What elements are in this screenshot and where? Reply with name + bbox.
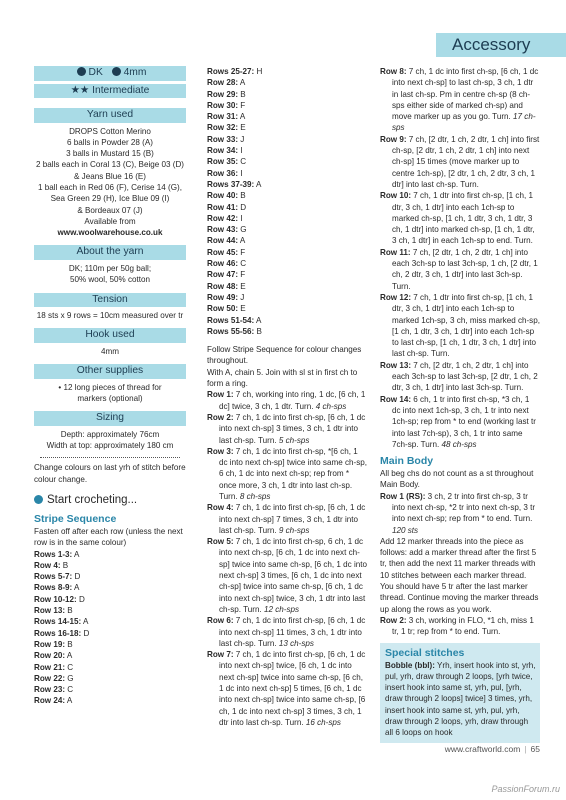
text-span: Row 7:: [207, 650, 234, 660]
text-span: 7 ch, 1 dc into first ch-sp, [6 ch, 1 dc into next ch-sp] 7 times, 3 ch, 1 dtr into last ch-sp. Turn.: [219, 503, 366, 535]
text-span: I: [240, 146, 243, 156]
stripe-row: [34, 695, 186, 706]
text-span: Row 33:: [207, 134, 239, 144]
divider: [40, 457, 180, 458]
stripe-row: [207, 235, 367, 246]
stripe-row: [34, 605, 186, 616]
text-span: A: [74, 583, 80, 593]
yarn-line: DROPS Cotton Merino: [69, 126, 151, 136]
text-span: Rows 1-3:: [34, 549, 73, 559]
hook-heading: Hook used: [34, 328, 186, 343]
stripe-row: [207, 111, 367, 122]
text-span: Row 35:: [207, 157, 239, 167]
text-span: D: [240, 202, 247, 212]
about-yarn-heading: About the yarn: [34, 245, 186, 260]
text-span: Row 4:: [207, 503, 234, 513]
text-span: E: [240, 304, 246, 314]
text-span: A: [256, 179, 262, 189]
text-span: Row 8:: [380, 67, 407, 76]
supplies-body: [34, 382, 186, 405]
text-span: 7 ch, [2 dtr, 1 ch, 2 dtr, 1 ch] into first ch-sp, [2 dtr, 1 ch, 2 dtr, 1 ch] into next ch-sp] 15 times (move marker up to centre 1ch-sp), [2 dtr, 1 ch, 2 dtr, 3 ch, 1 dtr] into last ch-sp. Turn.: [392, 134, 540, 189]
text-span: 120 sts: [392, 525, 419, 535]
stripe-row: [34, 549, 186, 560]
text-span: A: [239, 78, 246, 88]
text-span: Rows 25-27:: [207, 67, 255, 76]
text-span: 17 ch-sps: [392, 112, 536, 133]
yarn-used-heading: Yarn used: [34, 108, 186, 123]
text-span: 13 ch-sps: [278, 638, 314, 648]
text-span: 7 ch, 1 dc into first ch-sp, [6 ch, 1 dc into next ch-sp] 11 times, 3 ch, 1 dtr into last ch-sp. Turn.: [219, 616, 366, 648]
yarn-line: & Jeans Blue 16 (E): [74, 171, 146, 181]
stripe-row: [34, 684, 186, 695]
stripe-row: [207, 213, 367, 224]
text-span: D: [74, 572, 81, 582]
stripe-row: [207, 292, 367, 303]
stripe-row: [207, 202, 367, 213]
stripe-row: [207, 134, 367, 145]
pattern-row: [207, 502, 367, 536]
yarn-used-body: [34, 126, 186, 239]
text-span: Row 32:: [207, 123, 239, 133]
section-tab: Accessory: [436, 33, 566, 57]
text-span: A: [239, 236, 246, 246]
pattern-row: [380, 292, 540, 360]
text-span: A: [74, 549, 80, 559]
pattern-row: [207, 536, 367, 615]
text-span: Depth: approximately 76cm: [60, 429, 160, 439]
text-span: Intermediate: [92, 84, 150, 96]
text-span: Rows 55-56:: [207, 326, 255, 336]
supplies-heading: Other supplies: [34, 364, 186, 379]
hook-size-icon: [112, 67, 121, 76]
text-span: DK; 110m per 50g ball;: [68, 263, 152, 273]
text-span: Row 31:: [207, 112, 239, 122]
text-span: Row 21:: [34, 662, 66, 672]
stripe-row: [207, 258, 367, 269]
watermark: PassionForum.ru: [491, 784, 560, 794]
text-span: E: [240, 123, 246, 133]
column-pattern-continued: [380, 66, 540, 743]
difficulty-stars-icon: ★★: [70, 84, 90, 96]
stripe-row: [207, 281, 367, 292]
supplier-link[interactable]: www.woolwarehouse.co.uk: [57, 228, 163, 238]
text-span: Row 47:: [207, 270, 239, 280]
stripe-row: [34, 662, 186, 673]
text-span: markers (optional): [77, 393, 143, 403]
text-span: Row 50:: [207, 304, 239, 314]
pattern-row: [380, 66, 540, 134]
text-span: Row 24:: [34, 696, 66, 706]
text-span: Row 3:: [207, 446, 234, 456]
text-span: Rows 16-18:: [34, 628, 82, 638]
colour-change-note: Change colours on last yrh of stitch before colour change.: [34, 463, 186, 484]
text-span: Row 49:: [207, 292, 239, 302]
text-span: I: [240, 213, 243, 223]
text-span: A: [239, 112, 246, 122]
stripe-row: [207, 168, 367, 179]
text-span: Rows 14-15:: [34, 617, 82, 627]
text-span: Row 45:: [207, 247, 239, 257]
page-footer: www.craftworld.com | 65: [444, 744, 540, 754]
yarn-line: 3 balls in Mustard 15 (B): [66, 149, 154, 159]
stripe-row: [207, 89, 367, 100]
text-span: Row 4:: [34, 560, 61, 570]
stripe-row: [207, 326, 367, 337]
yarn-ball-icon: [77, 67, 86, 76]
text-span: Row 29:: [207, 89, 239, 99]
stripe-row: [34, 639, 186, 650]
text-span: Row 46:: [207, 259, 239, 269]
sizing-heading: Sizing: [34, 411, 186, 426]
pattern-row: [207, 446, 367, 502]
text-span: Bobble (bbl):: [385, 660, 435, 670]
text-span: C: [240, 259, 247, 269]
text-span: Row 19:: [34, 639, 66, 649]
text-span: 5 ch-sps: [278, 435, 310, 445]
yarn-weight-badge: [34, 66, 186, 81]
text-span: DK: [88, 67, 103, 78]
difficulty-badge: [34, 84, 186, 99]
text-span: Row 2:: [380, 615, 407, 625]
text-span: 6 ch, 1 tr into first ch-sp, *3 ch, 1 dc into next 1ch-sp, 3 ch, 1 tr into next 1ch-sp; rep from * to end (working last tr into last 7ch-sp), 3 ch, 1 tr into same 7ch-sp. Turn.: [392, 394, 536, 449]
text-span: Yrh, insert hook into st, yrh, pul, yrh, draw through 2 loops, [yrh twice, insert hook into same st, yrh, pul, [yrh, draw through 2 loops] twice] 3 times, yrh, insert hook into same st, yrh, pul, yrh, draw through 2 loops, yrh, draw through all 6 loops on hook: [385, 660, 536, 738]
stripe-row: [207, 66, 367, 77]
text-span: Row 41:: [207, 202, 239, 212]
pattern-row: [380, 615, 540, 638]
text-span: 48 ch-sps: [441, 439, 477, 449]
main-body-heading: Main Body: [380, 455, 434, 468]
stripe-row: [207, 190, 367, 201]
text-span: I: [240, 168, 243, 178]
text-span: Row 36:: [207, 168, 239, 178]
text-span: J: [240, 134, 245, 144]
start-crocheting-heading: [34, 493, 186, 508]
page-number: 65: [530, 744, 540, 754]
stripe-row: [207, 269, 367, 280]
text-span: B: [256, 326, 262, 336]
stripe-row: [207, 77, 367, 88]
text-span: 7 ch, 1 dc into first ch-sp, [6 ch, 1 dc into next ch-sp] to last ch-sp, 3 ch, 1 dtr in last ch-sp. Pm in centre ch-sp (8 ch-sps either side of marked ch-sp) and move marker up as you go. Turn.: [392, 67, 539, 122]
stripe-row: [34, 673, 186, 684]
text-span: Rows 51-54:: [207, 315, 255, 325]
stripe-row: [207, 145, 367, 156]
text-span: B: [240, 191, 246, 201]
text-span: 7 ch, 1 dc into first ch-sp, *[6 ch, 1 dc into next ch-sp] twice into same ch-sp, 6 ch, 1 dc into next ch-sp; rep from * once more, 3 ch, 1 dtr into last ch-sp. Turn.: [219, 446, 367, 501]
text-span: • 12 long pieces of thread for: [58, 382, 162, 392]
main-body-intro: All beg chs do not count as a st throughout Main Body.: [380, 469, 534, 490]
text-span: Row 44:: [207, 236, 239, 246]
stripe-row: [34, 650, 186, 661]
text-span: F: [240, 100, 246, 110]
stripe-row: [207, 303, 367, 314]
pattern-row: [207, 649, 367, 728]
pattern-row: [380, 247, 540, 292]
text-span: Start crocheting...: [47, 493, 138, 506]
stripe-row: [207, 100, 367, 111]
text-span: 7 ch, working into ring, 1 dc, [6 ch, 1 dc] twice, 3 ch, 1 dtr. Turn.: [219, 390, 366, 411]
text-span: C: [240, 157, 247, 167]
about-yarn-body: [34, 263, 186, 286]
text-span: G: [67, 673, 74, 683]
text-span: Row 13:: [380, 360, 412, 370]
text-span: B: [67, 639, 73, 649]
text-span: Row 42:: [207, 213, 239, 223]
yarn-line: Available from: [84, 216, 136, 226]
text-span: Row 34:: [207, 146, 239, 156]
text-span: Row 20:: [34, 651, 66, 661]
text-span: Row 6:: [207, 616, 234, 626]
text-span: 7 ch, 1 dc into first ch-sp, [6 ch, 1 dc into next ch-sp] twice, [6 ch, 1 dc into next ch-sp] twice into same ch-sp, [6 ch, 1 dc into next ch-sp] 5 times, [6 ch, 1 dc into next ch-sp] twice into same ch-sp, [6 ch, 1 dc into next ch-sp] 3 times, 3 ch, 1 dtr into last ch-sp. Turn.: [219, 650, 366, 727]
text-span: Row 12:: [380, 292, 412, 302]
text-span: 12 ch-sps: [263, 604, 300, 614]
pattern-intro: Follow Stripe Sequence for colour changes throughout.: [207, 345, 362, 366]
pattern-row: [207, 615, 367, 649]
text-span: 7 ch, 1 dc into first ch-sp, [6 ch, 1 dc into next ch-sp] 3 times, 3 ch, 1 dtr into last ch-sp. Turn.: [219, 412, 366, 445]
text-span: 4mm: [123, 67, 147, 78]
yarn-line: Sea Green 29 (H), Ice Blue 09 (I): [50, 194, 170, 204]
pattern-row: [380, 134, 540, 190]
text-span: 4 ch-sps: [315, 401, 347, 411]
column-materials: [34, 66, 186, 707]
text-span: B: [62, 560, 69, 570]
bullet-icon: [34, 495, 43, 504]
text-span: Row 43:: [207, 225, 239, 235]
text-span: Rows 5-7:: [34, 572, 73, 582]
text-span: F: [240, 247, 246, 257]
stripe-row: [34, 560, 186, 571]
text-span: A: [256, 315, 262, 325]
pattern-row: [380, 360, 540, 394]
text-span: D: [78, 594, 85, 604]
stripe-intro: Fasten off after each row (unless the next row is in the same colour): [34, 526, 183, 548]
text-span: Row 23:: [34, 685, 66, 695]
text-span: 7 ch, 1 dc into first ch-sp, 6 ch, 1 dc into next ch-sp, [6 ch, 1 dc into next ch-sp] twice into same ch-sp, [6 ch, 1 dc into next ch-sp] 3 times, [6 ch, 1 dc into next ch-sp] twice into same ch-sp, [6 ch, 1 dc into next ch-sp] twice, 3 ch, 1 dtr into last ch-sp. Turn.: [219, 537, 368, 614]
text-span: 16 ch-sps: [305, 717, 341, 727]
text-span: Row 22:: [34, 673, 66, 683]
text-span: 9 ch-sps: [278, 525, 310, 535]
pattern-row: [207, 412, 367, 446]
marker-instructions: Add 12 marker threads into the piece as follows: add a marker thread after the first 5 tr, then add the next 11 marker threads with 10 stitches between each marker thread. You should have 5 tr after the last marker thread. Continue moving the marker threads up along the rows as you work.: [380, 536, 539, 614]
stripe-row: [34, 616, 186, 627]
stripe-row: [207, 156, 367, 167]
footer-url[interactable]: www.craftworld.com: [444, 744, 521, 754]
text-span: A: [66, 696, 73, 706]
yarn-line: 1 ball each in Red 06 (F), Cerise 14 (G),: [38, 182, 182, 192]
stripe-rows-continued: [207, 66, 367, 337]
text-span: 50% wool, 50% cotton: [69, 275, 151, 285]
text-span: Row 11:: [380, 247, 411, 257]
stripe-row: [207, 122, 367, 133]
text-span: C: [67, 685, 74, 695]
tension-heading: Tension: [34, 293, 186, 308]
bobble-definition: [385, 660, 536, 739]
text-span: B: [67, 606, 73, 616]
text-span: Row 14:: [380, 394, 412, 404]
text-span: 8 ch-sps: [239, 491, 271, 501]
text-span: 3 ch, 2 tr into first ch-sp, 3 tr into next ch-sp, *2 tr into next ch-sp, 3 tr into next ch-sp; rep from * to end. Turn.: [392, 491, 536, 524]
pattern-row: [380, 491, 540, 536]
stripe-row: [207, 224, 367, 235]
yarn-line: 6 balls in Powder 28 (A): [67, 137, 153, 147]
text-span: G: [240, 225, 247, 235]
text-span: Width at top: approximately 180 cm: [46, 441, 174, 451]
text-span: Row 48:: [207, 281, 239, 291]
stripe-sequence-heading: Stripe Sequence: [34, 512, 117, 525]
text-span: Row 10:: [380, 191, 412, 201]
text-span: 7 ch, 1 dtr into first ch-sp, [1 ch, 1 dtr, 3 ch, 1 dtr] into each 1ch-sp to marked ch-sp, [1 ch, 1 dtr, 3 ch, 1 dtr, 3 ch, 1 dtr] into marked ch-sp, [1 ch, 1 dtr, 3 ch, 1 dtr] in each 1ch-sp to end. Turn.: [392, 191, 535, 246]
stripe-row: [207, 315, 367, 326]
special-stitches-box: [380, 643, 540, 743]
stripe-row: [34, 571, 186, 582]
yarn-line: 2 balls each in Coral 13 (C), Beige 03 (D): [35, 160, 184, 170]
text-span: Row 9:: [380, 134, 407, 144]
sizing-body: [34, 429, 186, 452]
text-span: Rows 37-39:: [207, 179, 255, 189]
text-span: 7 ch, 1 dtr into first ch-sp, [1 ch, 1 dtr, 3 ch, 1 dtr] into each 1ch-sp to marked 1ch-sp, 3 ch, miss marked ch-sp, [1 ch, 1 dtr, 3 ch, 1 dtr] into each 1ch-sp to last ch-sp, [1 ch, 1 dtr, 3 ch, 1 dtr] into last ch-sp. Turn.: [392, 292, 540, 359]
text-span: Rows 8-9:: [34, 583, 73, 593]
text-span: 3 ch, working in FLO, *1 ch, miss 1 tr, 1 tr; rep from * to end. Turn.: [392, 615, 534, 637]
yarn-line: & Bordeaux 07 (J): [77, 205, 143, 215]
stripe-row: [34, 628, 186, 639]
text-span: 7 ch, [2 dtr, 1 ch, 2 dtr, 1 ch] into each 3ch-sp to last 3ch-sp, [2 dtr, 1 ch, 2 dtr, 3 ch, 1 dtr] into last 3ch-sp. Turn.: [392, 360, 538, 393]
hook-text: 4mm: [101, 346, 119, 356]
text-span: Row 2:: [207, 412, 234, 422]
stripe-rows: [34, 549, 186, 707]
text-span: A: [66, 651, 73, 661]
text-span: F: [240, 270, 246, 280]
pattern-row: [207, 389, 367, 412]
pattern-intro-2: With A, chain 5. Join with sl st in first ch to form a ring.: [207, 367, 358, 389]
text-span: Row 30:: [207, 100, 239, 110]
pattern-row: [380, 190, 540, 246]
stripe-row: [34, 582, 186, 593]
tension-text: 18 sts x 9 rows = 10cm measured over tr: [36, 311, 184, 321]
text-span: D: [83, 628, 90, 638]
text-span: H: [256, 67, 263, 76]
stripe-row: [34, 594, 186, 605]
text-span: 7 ch, [2 dtr, 1 ch, 2 dtr, 1 ch] into each 3ch-sp to last 3ch-sp, 1 ch, [2 dtr, 1 ch, 2 dtr, 3 ch, 1 dtr] into last 3ch-sp. Turn.: [392, 247, 538, 291]
text-span: C: [67, 662, 74, 672]
stripe-row: [207, 179, 367, 190]
text-span: Row 1 (RS):: [380, 491, 426, 501]
column-pattern-start: [207, 66, 367, 728]
text-span: Row 40:: [207, 191, 239, 201]
pattern-row: [380, 394, 540, 450]
text-span: Row 13:: [34, 606, 66, 616]
text-span: A: [83, 617, 89, 627]
stripe-row: [207, 247, 367, 258]
special-stitches-heading: Special stitches: [385, 646, 465, 659]
text-span: Row 10-12:: [34, 594, 77, 604]
text-span: E: [240, 281, 246, 291]
text-span: Row 1:: [207, 390, 234, 400]
text-span: B: [240, 89, 246, 99]
text-span: J: [240, 292, 245, 302]
text-span: Row 28:: [207, 78, 239, 88]
text-span: Row 5:: [207, 537, 234, 547]
